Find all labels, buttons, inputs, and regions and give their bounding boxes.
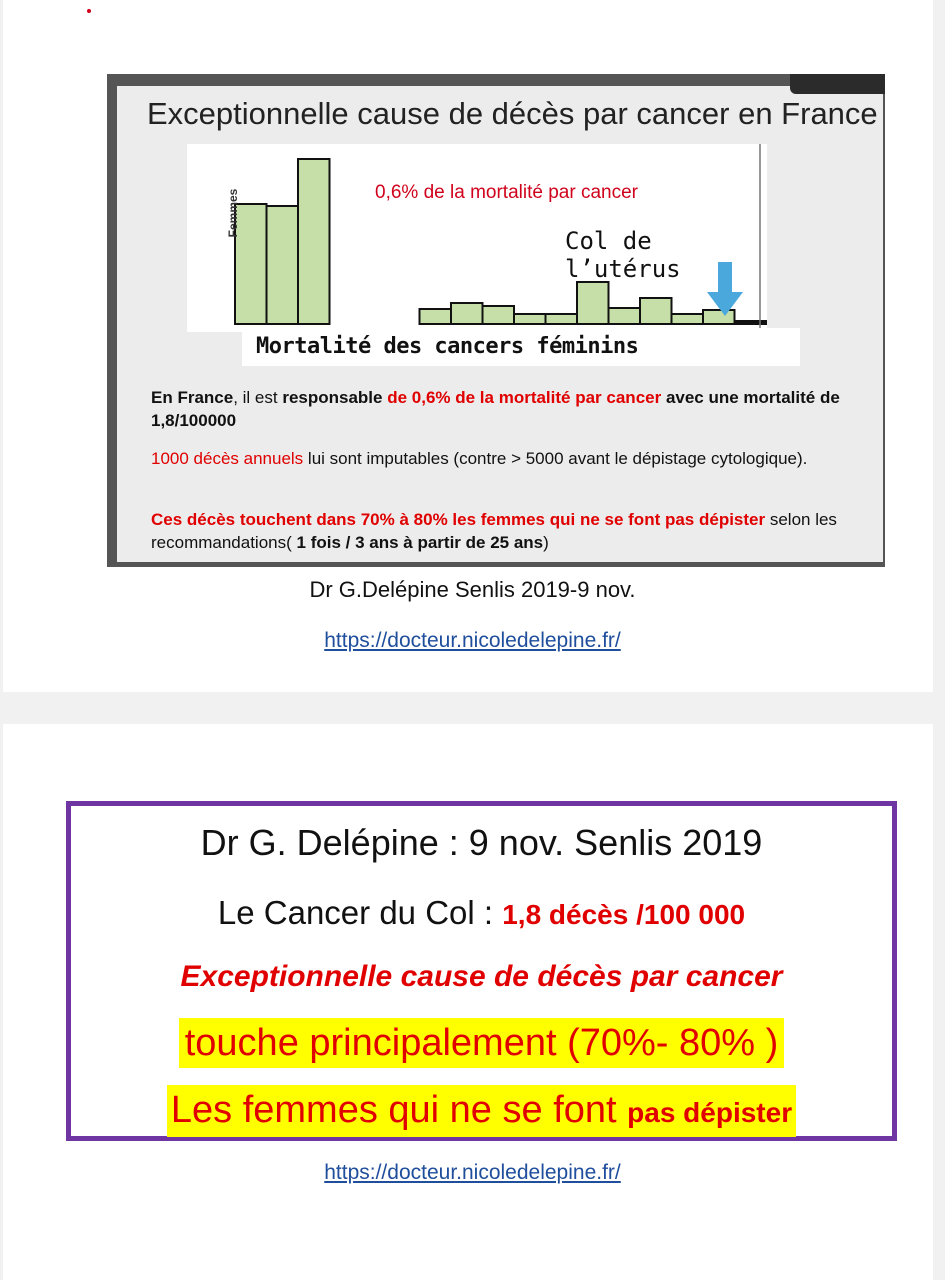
box-line-2-a: Le Cancer du Col : bbox=[217, 894, 503, 931]
chart-highlight-label-line1: Col de bbox=[565, 227, 652, 255]
para1-e: avec une mortalité de 1,8/100000 bbox=[151, 388, 840, 430]
slide-paragraph-3 bbox=[151, 508, 861, 554]
para2-a: 1000 décès annuels bbox=[151, 449, 304, 468]
slide-corner-tab bbox=[790, 74, 885, 94]
slide-body bbox=[117, 86, 883, 562]
website-link-1[interactable]: https://docteur.nicoledelepine.fr/ bbox=[324, 629, 621, 652]
chart bbox=[187, 144, 767, 332]
chart-bar bbox=[483, 306, 515, 324]
chart-bar bbox=[672, 314, 704, 324]
chart-x-label: Mortalité des cancers féminins bbox=[256, 334, 639, 359]
para2-b: lui sont imputables (contre > 5000 avant le dépistage cytologique). bbox=[303, 449, 808, 468]
box-line-2-b: 1,8 décès /100 000 bbox=[502, 899, 746, 930]
chart-y-label: Femmes bbox=[226, 188, 240, 238]
chart-bar bbox=[420, 309, 452, 324]
box-line-5-a: Les femmes qui ne se font bbox=[170, 1089, 628, 1131]
chart-bar bbox=[609, 308, 641, 324]
para3-b: selon les recommandations( bbox=[151, 510, 837, 552]
chart-bar bbox=[546, 314, 578, 324]
para1-b: , il est bbox=[233, 388, 283, 407]
slide-paragraph-1 bbox=[151, 386, 861, 432]
chart-highlight-label bbox=[565, 227, 681, 283]
para3-c: 1 fois / 3 ans à partir de 25 ans bbox=[296, 533, 544, 552]
website-link-2[interactable]: https://docteur.nicoledelepine.fr/ bbox=[324, 1161, 621, 1184]
chart-bar bbox=[577, 282, 609, 324]
box-line-2 bbox=[71, 894, 892, 932]
box-line-5-b: pas dépister bbox=[627, 1097, 793, 1128]
summary-box bbox=[66, 801, 897, 1141]
chart-bar bbox=[267, 206, 299, 324]
chart-bar bbox=[298, 159, 330, 324]
para1-c: responsable bbox=[282, 388, 383, 407]
para1-a: En France bbox=[151, 388, 234, 407]
para3-d: ) bbox=[543, 533, 549, 552]
chart-highlight-label-line2: l’utérus bbox=[565, 255, 681, 283]
para3-a: Ces décès touchent dans 70% à 80% les femmes qui ne se font pas dépister bbox=[151, 510, 766, 529]
box-line-4 bbox=[71, 1022, 892, 1065]
down-arrow-icon bbox=[707, 262, 743, 318]
chart-bar-highlight bbox=[735, 321, 767, 324]
box-line-4-text: touche principalement (70%- 80% ) bbox=[179, 1018, 785, 1068]
para1-d: de 0,6% de la mortalité par cancer bbox=[382, 388, 662, 407]
chart-bar bbox=[514, 314, 546, 324]
slide-caption: Dr G.Delépine Senlis 2019-9 nov. bbox=[309, 577, 636, 602]
box-line-3: Exceptionnelle cause de décès par cancer bbox=[180, 960, 783, 993]
slide-paragraph-2 bbox=[151, 447, 861, 470]
chart-bar bbox=[640, 298, 672, 324]
red-dot bbox=[87, 9, 91, 13]
chart-annotation: 0,6% de la mortalité par cancer bbox=[375, 182, 638, 203]
slide-title: Exceptionnelle cause de décès par cancer en France bbox=[147, 96, 878, 131]
slide-image bbox=[107, 74, 885, 567]
chart-bar bbox=[451, 303, 483, 324]
box-line-1: Dr G. Delépine : 9 nov. Senlis 2019 bbox=[200, 822, 763, 863]
box-line-5 bbox=[71, 1089, 892, 1132]
box-line-5-highlight bbox=[167, 1085, 796, 1137]
chart-x-label-box bbox=[242, 328, 800, 366]
